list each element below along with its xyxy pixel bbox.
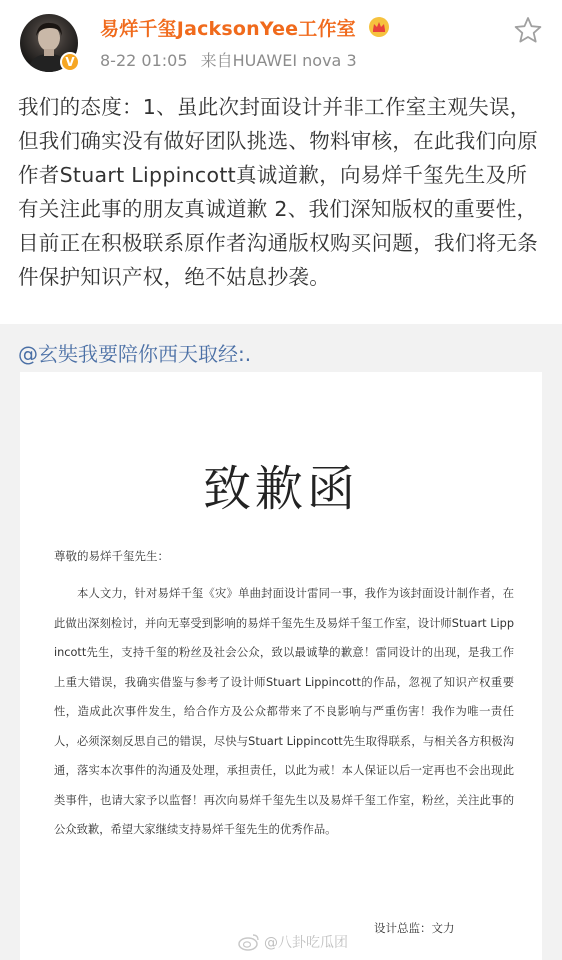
letter-body: 本人文力，针对易烊千玺《灾》单曲封面设计雷同一事，我作为该封面设计制作者，在此做出深刻检讨，并向无辜受到影响的易烊千玺先生及易烊千玺工作室，设计师Stuart Lippincott先生，支持千玺的粉丝及社会公众，致以最诚挚的歉意！雷同设计的出现，是我工作上重大错误，我确实借鉴与参考了设计师Stuart Lippincott的作品，忽视了知识产权重要性，造成此次事件发生，给合作方及公众都带来了不良影响与严重伤害！我作为唯一责任人，必须深刻反思自己的错误，尽快与Stuart Lippincott先生取得联系，与相关各方积极沟通，落实本次事件的沟通及处理，承担责任，以此为戒！本人保证以后一定再也不会出现此类事件，也请大家予以监督！再次向易烊千玺先生以及易烊千玺工作室，粉丝，关注此事的公众致歉，希望大家继续支持易烊千玺先生的优秀作品。 bbox=[54, 587, 514, 836]
post-meta bbox=[100, 48, 365, 71]
letter-salutation: 尊敬的易烊千玺先生： bbox=[54, 549, 169, 563]
username[interactable]: 易烊千玺JacksonYee工作室 bbox=[100, 18, 356, 40]
post-timestamp: 8-22 01:05 bbox=[100, 51, 188, 70]
watermark bbox=[238, 932, 348, 952]
quote-line bbox=[18, 338, 251, 367]
vip-crown-icon[interactable] bbox=[368, 16, 390, 38]
quoted-post[interactable] bbox=[0, 324, 562, 960]
letter-title: 致歉函 bbox=[202, 461, 359, 517]
star-outline-icon[interactable] bbox=[514, 16, 542, 44]
letter-signature: 设计总监：文力 bbox=[374, 921, 455, 935]
verified-badge-icon: V bbox=[60, 52, 80, 72]
watermark-text: @八卦吃瓜团 bbox=[264, 935, 348, 951]
post-source: 来自HUAWEI nova 3 bbox=[200, 51, 357, 70]
post-text: 我们的态度：1、虽此次封面设计并非工作室主观失误，但我们确实没有做好团队挑选、物料审核，在此我们向原作者Stuart Lippincott真诚道歉，向易烊千玺先生及所有关注此事的朋友真诚道歉 2、我们深知版权的重要性，目前正在积极联系原作者沟通版权购买问题，我们将无条件保护知识产权，绝不姑息抄袭。 bbox=[18, 95, 538, 289]
apology-letter-image[interactable] bbox=[20, 372, 542, 960]
mention-link[interactable]: @玄奘我要陪你西天取经 bbox=[18, 342, 238, 366]
quote-suffix: :. bbox=[238, 342, 252, 366]
weibo-logo-icon bbox=[238, 933, 260, 951]
post-header bbox=[0, 0, 562, 80]
